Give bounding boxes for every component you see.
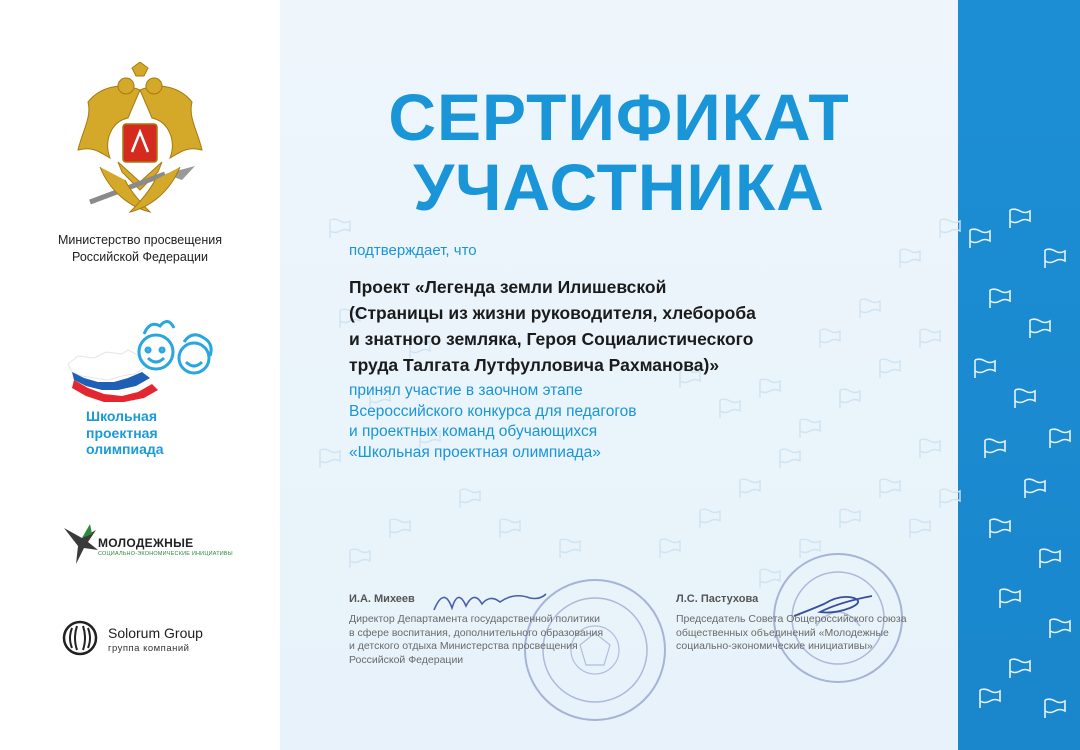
participation-line-3: и проектных команд обучающихся [349,423,598,440]
molodezhnye-name: МОЛОДЕЖНЫЕ [98,536,194,550]
project-line-4: труда Талгата Лутфулловича Рахманова)» [349,355,720,375]
participation-line-1: принял участие в заочном этапе [349,382,583,399]
blue-side-strip [958,0,1080,750]
left-position-line-1: Директор Департамента государственной политики [349,613,600,625]
left-signatory-name: И.А. Михеев [349,593,415,605]
russian-coat-of-arms-icon [70,62,210,222]
solorum-subtitle: группа компаний [108,643,190,654]
solorum-name: Solorum Group [108,625,203,641]
project-line-1: Проект «Легенда земли Илишевской [349,277,667,297]
olympiad-map-logo-icon [64,316,224,402]
olympiad-line-3: олимпиада [86,441,164,457]
participation-line-2: Всероссийского конкурса для педагогов [349,402,637,420]
right-signatory-position [676,613,907,654]
certificate-title-line-2: УЧАСТНИКА [413,150,825,224]
certificate-title-line-1: СЕРТИФИКАТ [388,80,850,154]
ministry-line-1: Министерство просвещения [57,233,223,247]
right-position-line-1: Председатель Совета Общероссийского союза [676,613,907,625]
solorum-logo-icon [62,620,98,656]
olympiad-line-2: проектная [86,424,158,441]
participation-line-4: «Школьная проектная олимпиада» [349,443,601,461]
ministry-caption [20,232,260,266]
project-title [349,274,756,378]
project-line-3: и знатного земляка, Героя Социалистического [349,329,754,349]
project-line-2: (Страницы из жизни руководителя, хлебороба [349,303,756,323]
bird-logo-icon [62,516,102,566]
right-position-line-3: социально-экономические инициативы» [676,640,873,652]
left-position-line-3: и детского отдыха Министерства просвещения [349,640,578,652]
right-signatory-name: Л.С. Пастухова [676,593,759,605]
left-position-line-4: Российской Федерации [349,653,464,666]
olympiad-line-1: Школьная [86,408,158,424]
left-signatory-position [349,613,603,667]
confirms-text: подтверждает, что [349,242,477,259]
right-position-line-2: общественных объединений «Молодежные [676,626,889,639]
ministry-line-2: Российской Федерации [72,250,208,264]
olympiad-logo-text [86,408,164,458]
molodezhnye-subtitle: СОЦИАЛЬНО-ЭКОНОМИЧЕСКИЕ ИНИЦИАТИВЫ [98,551,233,557]
left-position-line-2: в сфере воспитания, дополнительного образования [349,626,604,639]
participation-text [349,381,637,463]
